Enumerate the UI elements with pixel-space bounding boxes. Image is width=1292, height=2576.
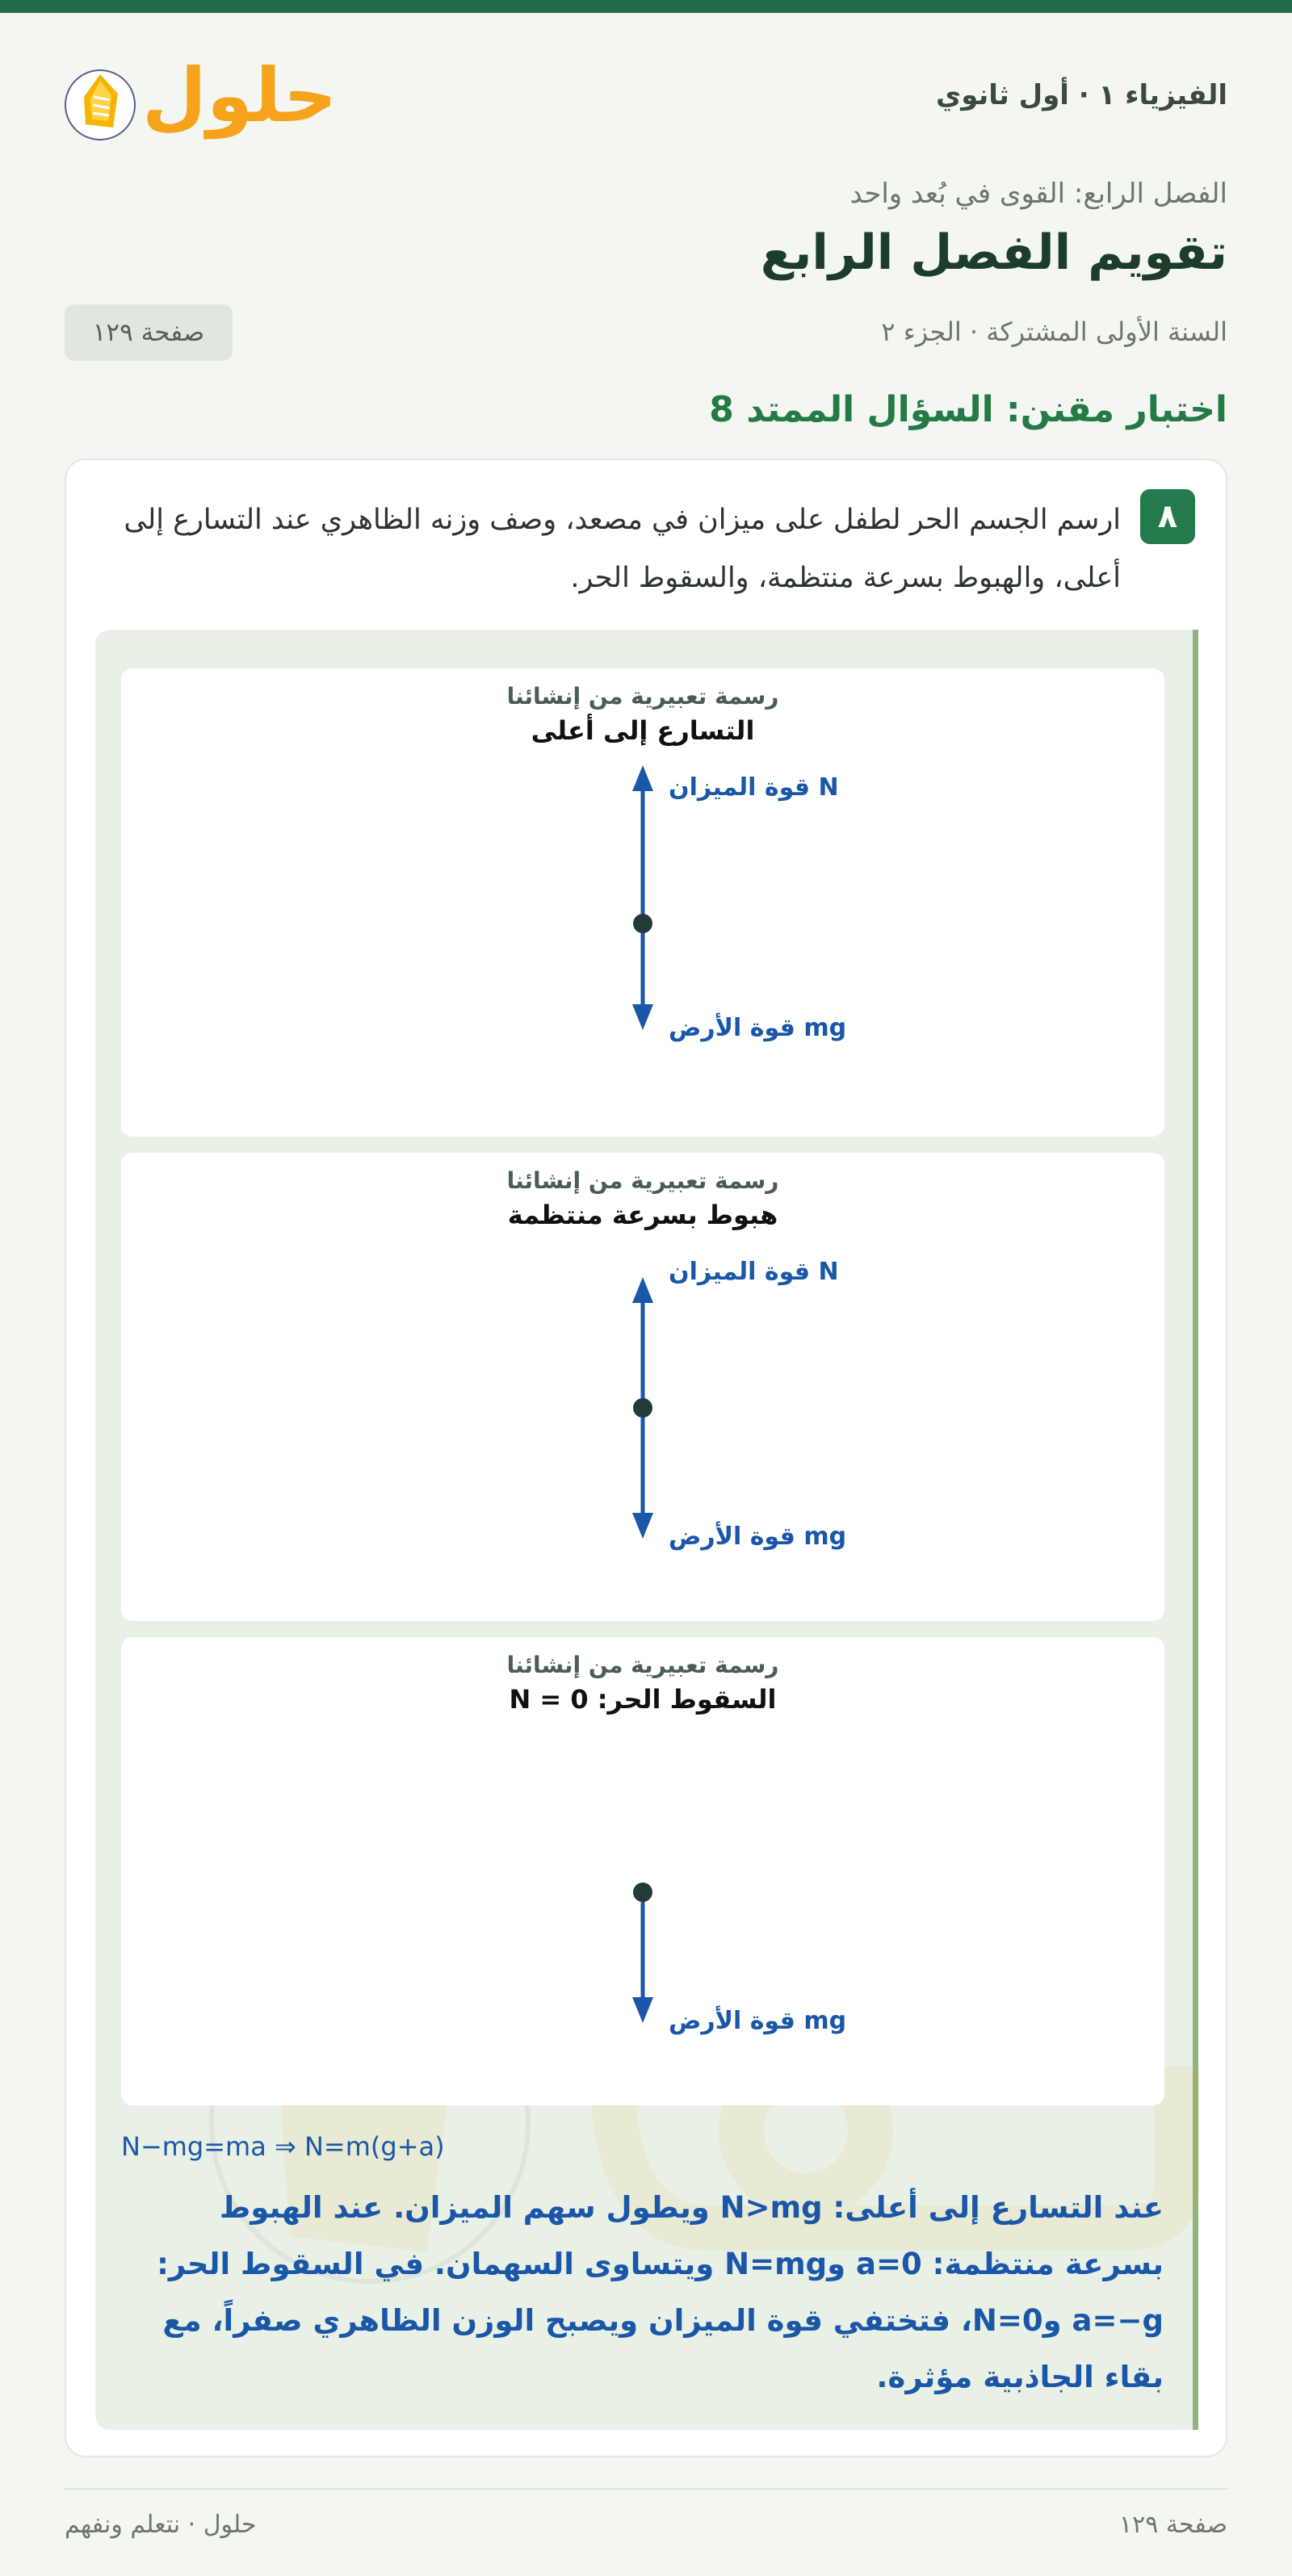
gravity-force-arrowhead	[632, 1513, 653, 1539]
normal-force-label: N قوة الميزان	[669, 773, 839, 802]
diagram-note: رسمة تعبيرية من إنشائنا	[506, 1652, 779, 1678]
chapter-label: الفصل الرابع: القوى في بُعد واحد	[849, 178, 1227, 210]
answer-explanation: عند التسارع إلى أعلى: N>mg ويطول سهم الميزان. عند الهبوط بسرعة منتظمة: a=0 وN=mg ويتساوى السهمان. في السقوط الحر: a=−g وN=0، فتختفي قوة الميزان ويصبح الوزن الظاهري صفراً، مع بقاء الجاذبية مؤثرة.	[157, 2190, 1164, 2394]
course-meta: السنة الأولى المشتركة · الجزء ٢	[881, 316, 1227, 347]
diagram-title: السقوط الحر: N = 0	[509, 1684, 777, 1715]
page-header	[65, 47, 1227, 152]
gravity-force-arrowhead	[632, 1997, 653, 2023]
body-point	[633, 1398, 652, 1418]
footer-divider	[65, 2488, 1227, 2490]
brand-logo	[65, 47, 338, 152]
gravity-force-label: mg قوة الأرض	[669, 1523, 847, 1551]
question-number-badge: ٨	[1140, 489, 1195, 544]
page-number-badge: صفحة ١٢٩	[65, 304, 233, 361]
diagram-title: التسارع إلى أعلى	[531, 715, 755, 746]
normal-force-arrowhead	[632, 1277, 653, 1303]
answer-panel	[95, 630, 1198, 2430]
diagram-note: رسمة تعبيرية من إنشائنا	[506, 683, 779, 710]
diagram-title: هبوط بسرعة منتظمة	[507, 1200, 778, 1230]
subject-label: الفيزياء ١ · أول ثانوي	[936, 79, 1227, 111]
section-heading: اختبار مقنن: السؤال الممتد 8	[709, 389, 1227, 430]
question-card	[65, 459, 1227, 2457]
page-title: تقويم الفصل الرابع	[760, 224, 1227, 281]
footer-page-number: صفحة ١٢٩	[1119, 2511, 1227, 2539]
logo-wordmark: حلول	[142, 52, 338, 139]
question-text: ارسم الجسم الحر لطفل على ميزان في مصعد، وصف وزنه الظاهري عند التسارع إلى أعلى، والهبوط بسرعة منتظمة، والسقوط الحر.	[124, 504, 1121, 594]
gravity-force-arrowhead	[632, 1004, 653, 1030]
body-point	[633, 914, 652, 933]
body-point	[633, 1883, 652, 1902]
diagram-free-fall	[121, 1637, 1164, 2105]
formula: N−mg=ma ⇒ N=m(g+a)	[121, 2131, 445, 2162]
footer-brand: حلول · نتعلم ونفهم	[65, 2511, 257, 2539]
normal-force-label: N قوة الميزان	[669, 1258, 839, 1286]
gravity-force-label: mg قوة الأرض	[669, 2007, 847, 2035]
diagram-constant-descent	[121, 1153, 1164, 1621]
diagram-accelerating-up	[121, 668, 1164, 1137]
normal-force-arrowhead	[632, 765, 653, 791]
top-accent-bar	[0, 0, 1292, 13]
gravity-force-label: mg قوة الأرض	[669, 1014, 847, 1042]
diagram-note: رسمة تعبيرية من إنشائنا	[506, 1167, 779, 1194]
